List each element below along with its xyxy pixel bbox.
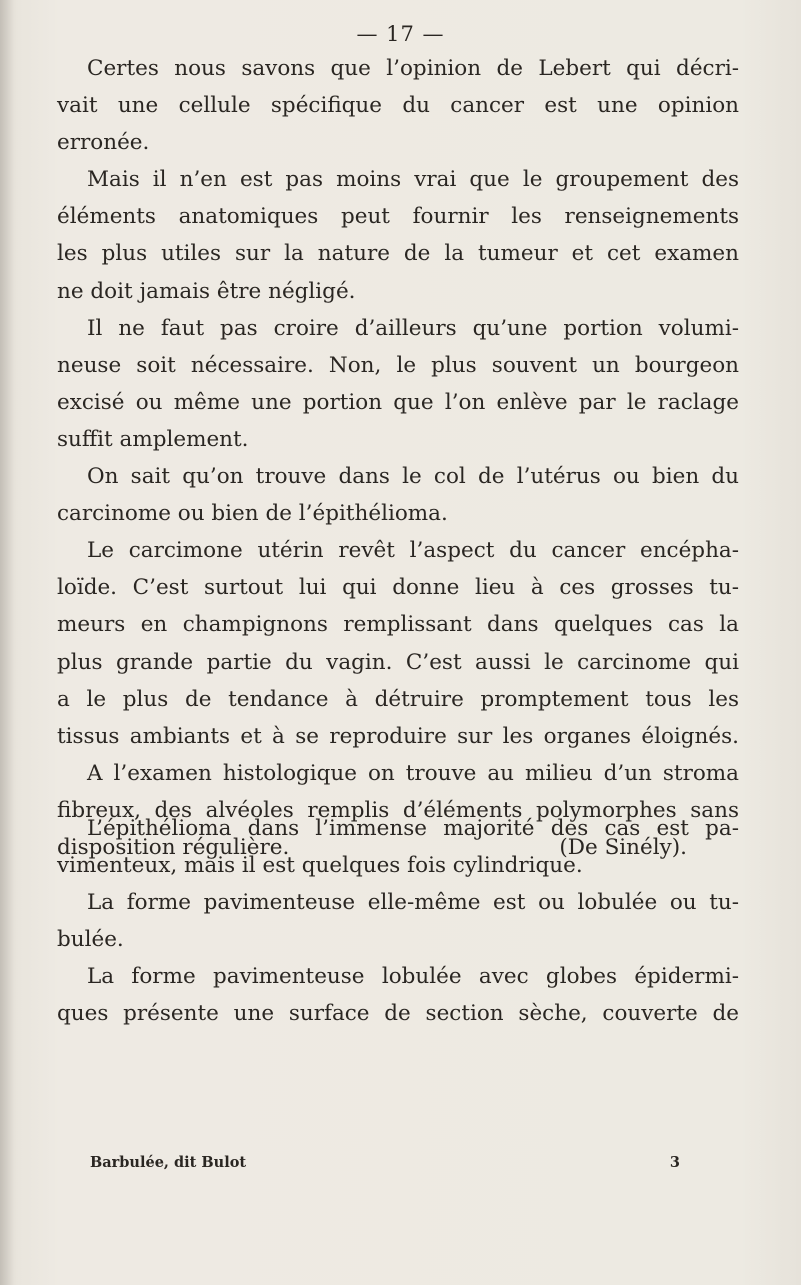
citation: (De Sinély). [559, 834, 687, 860]
text-line: tissus ambiants et à se reproduire sur les organes éloignés. [57, 723, 739, 749]
text-line: bulée. [57, 927, 124, 953]
text-line: On sait qu’on trouve dans le col de l’utérus ou bien du [87, 464, 739, 490]
text-line: ques présente une surface de section sèche, couverte de [57, 1001, 739, 1027]
text-line: A l’examen histologique on trouve au milieu d’un stroma [87, 760, 739, 786]
text-line: loïde. C’est surtout lui qui donne lieu à ces grosses tu- [57, 575, 739, 601]
footer-signature-mark: 3 [669, 1154, 680, 1171]
text-line: Mais il n’en est pas moins vrai que le groupement des [87, 167, 739, 193]
text-line: L’épithélioma dans l’immense majorité des cas est pa- [87, 816, 739, 841]
text-line: Certes nous savons que l’opinion de Lebert qui décri- [87, 56, 739, 81]
page-footer [90, 1154, 680, 1171]
paragraph-lines [57, 50, 739, 829]
text-line: a le plus de tendance à détruire promptement tous les [57, 686, 739, 712]
binding-shadow [0, 0, 14, 1285]
paragraph-lines [57, 810, 739, 1033]
text-line: suffit amplement. [57, 426, 249, 452]
text-line: plus grande partie du vagin. C’est aussi le carcinome qui [57, 649, 739, 675]
text-line: excisé ou même une portion que l’on enlève par le raclage [57, 389, 739, 415]
text-line: La forme pavimenteuse elle-même est ou lobulée ou tu- [87, 890, 739, 916]
text-line: ne doit jamais être négligé. [57, 278, 356, 304]
text-line: les plus utiles sur la nature de la tumeur et cet examen [57, 241, 739, 267]
text-line: vait une cellule spécifique du cancer est une opinion [57, 93, 739, 119]
closing-text: disposition régulière. [57, 834, 290, 860]
text-block-main [57, 50, 739, 866]
page-number: — 17 — [356, 22, 445, 46]
text-line: fibreux, des alvéoles remplis d’éléments polymorphes sans [57, 797, 739, 823]
text-line: neuse soit nécessaire. Non, le plus souvent un bourgeon [57, 352, 739, 378]
text-line: Le carcimone utérin revêt l’aspect du cancer encépha- [87, 538, 739, 564]
text-line: erronée. [57, 130, 150, 156]
text-line: meurs en champignons remplissant dans quelques cas la [57, 612, 739, 638]
text-block-second [57, 810, 739, 1033]
footer-author: Barbulée, dit Bulot [90, 1154, 247, 1171]
text-line: éléments anatomiques peut fournir les renseignements [57, 204, 739, 230]
text-line: vimenteux, mais il est quelques fois cylindrique. [57, 853, 583, 879]
text-line: carcinome ou bien de l’épithélioma. [57, 501, 448, 527]
text-line: La forme pavimenteuse lobulée avec globes épidermi- [87, 964, 739, 990]
text-line: Il ne faut pas croire d’ailleurs qu’une portion volumi- [87, 315, 739, 341]
